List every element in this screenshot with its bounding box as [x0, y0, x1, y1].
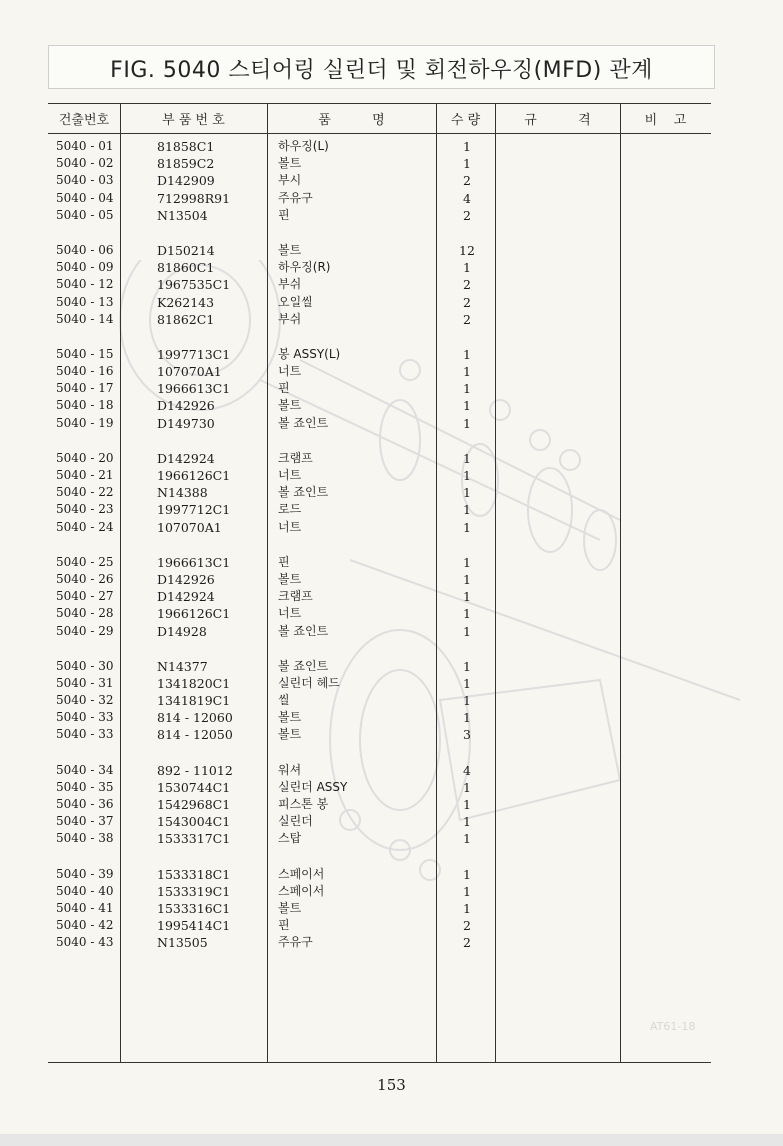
row-part-number: 1966613C1 [157, 554, 231, 570]
table-row [0, 917, 783, 934]
row-index: 5040 - 03 [56, 173, 114, 188]
row-part-number: D150214 [157, 242, 215, 258]
row-part-name: 볼 죠인트 [278, 658, 329, 673]
row-quantity: 2 [463, 935, 471, 951]
row-part-name: 볼트 [278, 727, 302, 742]
row-index: 5040 - 18 [56, 398, 114, 413]
row-part-number: 81860C1 [157, 260, 215, 276]
row-part-number: 1995414C1 [157, 918, 231, 934]
header-remark: 비 고 [644, 113, 687, 128]
row-quantity: 2 [463, 294, 471, 310]
row-index: 5040 - 32 [56, 693, 114, 708]
row-index: 5040 - 42 [56, 918, 114, 933]
row-part-name: 워셔 [278, 762, 302, 777]
table-row [0, 883, 783, 900]
row-part-name: 봉 ASSY(L) [278, 346, 341, 361]
row-index: 5040 - 39 [56, 866, 114, 881]
table-row [0, 866, 783, 883]
row-index: 5040 - 29 [56, 623, 114, 638]
row-part-name: 볼트 [278, 398, 302, 413]
row-quantity: 1 [463, 658, 471, 674]
row-part-number: D14928 [157, 623, 207, 639]
row-part-name: 볼트 [278, 900, 302, 915]
row-part-number: 1967535C1 [157, 277, 231, 293]
row-part-number: 81858C1 [157, 139, 215, 154]
row-part-number: 712998R91 [157, 190, 231, 206]
row-part-name: 로드 [278, 502, 302, 517]
table-header-rule [48, 133, 711, 134]
row-quantity: 1 [463, 502, 471, 518]
row-part-name: 하우징(R) [278, 260, 331, 275]
row-index: 5040 - 09 [56, 260, 114, 275]
row-index: 5040 - 37 [56, 814, 114, 829]
row-index: 5040 - 38 [56, 831, 114, 846]
row-part-name: 핀 [278, 554, 290, 569]
scan-edge [0, 1134, 783, 1146]
row-part-name: 볼트 [278, 710, 302, 725]
row-index: 5040 - 15 [56, 346, 114, 361]
row-part-name: 크램프 [278, 450, 313, 465]
row-part-number: 1542968C1 [157, 797, 231, 812]
row-part-number: N13504 [157, 207, 208, 223]
row-part-number: N14388 [157, 485, 208, 501]
table-row [0, 813, 783, 830]
row-index: 5040 - 12 [56, 277, 114, 292]
row-group [0, 450, 783, 536]
row-quantity: 1 [463, 900, 471, 916]
row-part-number: 1533318C1 [157, 866, 231, 882]
row-group [0, 554, 783, 640]
row-part-number: 1997712C1 [157, 502, 231, 518]
row-index: 5040 - 31 [56, 675, 114, 690]
table-row [0, 692, 783, 709]
table-row [0, 190, 783, 207]
row-quantity: 1 [463, 415, 471, 431]
row-quantity: 1 [463, 693, 471, 709]
row-part-number: N13505 [157, 935, 208, 951]
row-index: 5040 - 41 [56, 900, 114, 915]
row-part-name: 스탑 [278, 831, 302, 846]
row-part-number: N14377 [157, 658, 208, 674]
row-part-number: 1966126C1 [157, 468, 231, 483]
row-index: 5040 - 25 [56, 554, 114, 569]
row-quantity: 1 [463, 156, 471, 172]
row-index: 5040 - 21 [56, 468, 114, 482]
row-group [0, 762, 783, 848]
header-spec: 규 격 [524, 113, 591, 128]
table-row [0, 900, 783, 917]
table-row [0, 276, 783, 293]
table-row [0, 762, 783, 779]
row-part-number: 1341819C1 [157, 693, 231, 709]
row-quantity: 1 [463, 346, 471, 362]
row-part-number: 892 - 11012 [157, 762, 233, 778]
table-row [0, 779, 783, 796]
row-part-name: 스페이서 [278, 883, 325, 898]
table-row [0, 242, 783, 259]
table-row [0, 380, 783, 397]
table-row [0, 934, 783, 951]
row-part-name: 씰 [278, 693, 290, 708]
table-row [0, 259, 783, 276]
row-quantity: 1 [463, 797, 471, 812]
row-quantity: 4 [463, 762, 471, 778]
row-index: 5040 - 33 [56, 727, 114, 742]
table-row [0, 588, 783, 605]
row-index: 5040 - 34 [56, 762, 114, 777]
row-part-name: 피스톤 봉 [278, 797, 329, 811]
row-index: 5040 - 02 [56, 156, 114, 171]
row-part-number: 1530744C1 [157, 779, 231, 795]
row-part-number: 1533316C1 [157, 900, 231, 916]
row-part-name: 볼트 [278, 571, 302, 586]
row-index: 5040 - 43 [56, 935, 114, 950]
table-row [0, 830, 783, 847]
row-quantity: 1 [463, 866, 471, 882]
row-part-name: 실린더 [278, 814, 313, 829]
row-part-number: 1341820C1 [157, 675, 231, 691]
row-quantity: 1 [463, 519, 471, 535]
row-quantity: 1 [463, 468, 471, 483]
table-bottom-rule [48, 1062, 711, 1063]
header-name: 품 명 [318, 113, 385, 128]
table-row [0, 709, 783, 726]
row-quantity: 1 [463, 814, 471, 830]
header-part-number: 부 품 번 호 [162, 113, 225, 128]
row-index: 5040 - 05 [56, 207, 114, 222]
table-row [0, 311, 783, 328]
row-quantity: 1 [463, 260, 471, 276]
table-row [0, 172, 783, 189]
row-index: 5040 - 24 [56, 519, 114, 534]
faint-stamp: AT61-18 [650, 1020, 696, 1033]
row-index: 5040 - 17 [56, 381, 114, 396]
row-part-name: 스페이서 [278, 866, 325, 881]
row-group [0, 658, 783, 744]
table-row [0, 346, 783, 363]
row-quantity: 1 [463, 571, 471, 587]
row-part-name: 핀 [278, 207, 290, 222]
row-quantity: 2 [463, 311, 471, 327]
table-row [0, 501, 783, 518]
row-group [0, 346, 783, 432]
row-quantity: 1 [463, 139, 471, 154]
row-part-name: 실린더 ASSY [278, 779, 348, 794]
row-index: 5040 - 30 [56, 658, 114, 673]
row-quantity: 1 [463, 450, 471, 466]
table-row [0, 294, 783, 311]
row-part-number: 1543004C1 [157, 814, 231, 830]
row-part-number: 1533319C1 [157, 883, 231, 899]
row-quantity: 1 [463, 675, 471, 691]
row-quantity: 1 [463, 779, 471, 795]
header-quantity: 수 량 [450, 113, 481, 128]
table-row [0, 554, 783, 571]
row-part-number: D142909 [157, 173, 215, 189]
table-row [0, 415, 783, 432]
page-number: 153 [377, 1076, 406, 1094]
row-index: 5040 - 26 [56, 571, 114, 586]
row-part-number: 814 - 12050 [157, 727, 233, 743]
row-index: 5040 - 01 [56, 139, 114, 153]
row-index: 5040 - 13 [56, 294, 114, 309]
table-row [0, 623, 783, 640]
row-index: 5040 - 19 [56, 415, 114, 430]
row-quantity: 12 [459, 242, 475, 258]
row-index: 5040 - 27 [56, 589, 114, 604]
table-row [0, 519, 783, 536]
row-part-name: 실린더 헤드 [278, 675, 340, 690]
row-part-name: 오일씰 [278, 294, 313, 309]
row-part-name: 하우징(L) [278, 139, 329, 153]
row-group [0, 242, 783, 328]
table-row [0, 363, 783, 380]
row-part-number: 81859C2 [157, 156, 215, 172]
row-part-name: 너트 [278, 606, 302, 621]
row-part-name: 볼트 [278, 242, 302, 257]
row-part-number: 1533317C1 [157, 831, 231, 847]
table-row [0, 658, 783, 675]
row-part-number: 814 - 12060 [157, 710, 233, 726]
row-quantity: 2 [463, 173, 471, 189]
row-quantity: 1 [463, 831, 471, 847]
page-title: FIG. 5040 스티어링 실린더 및 회전하우징(MFD) 관계 [110, 58, 653, 83]
row-quantity: 1 [463, 398, 471, 414]
row-part-number: D142924 [157, 589, 215, 605]
table-row [0, 484, 783, 501]
row-quantity: 1 [463, 710, 471, 726]
row-part-name: 볼트 [278, 156, 302, 171]
row-part-name: 부쉬 [278, 277, 302, 292]
row-index: 5040 - 33 [56, 710, 114, 725]
row-part-name: 볼 죠인트 [278, 623, 329, 638]
table-row [0, 675, 783, 692]
table-row [0, 796, 783, 813]
table-row [0, 726, 783, 743]
row-quantity: 1 [463, 381, 471, 397]
row-index: 5040 - 16 [56, 364, 114, 379]
row-part-name: 너트 [278, 364, 302, 379]
row-index: 5040 - 35 [56, 779, 114, 794]
row-part-number: 1966613C1 [157, 381, 231, 397]
row-index: 5040 - 22 [56, 485, 114, 500]
row-index: 5040 - 23 [56, 502, 114, 517]
row-part-number: D142926 [157, 398, 215, 414]
row-index: 5040 - 20 [56, 450, 114, 465]
row-quantity: 2 [463, 918, 471, 934]
row-part-number: 1966126C1 [157, 606, 231, 622]
row-part-name: 부쉬 [278, 311, 302, 326]
row-index: 5040 - 04 [56, 190, 114, 205]
row-part-name: 너트 [278, 468, 302, 482]
row-quantity: 2 [463, 277, 471, 293]
row-index: 5040 - 40 [56, 883, 114, 898]
row-quantity: 1 [463, 623, 471, 639]
row-part-name: 너트 [278, 519, 302, 534]
row-quantity: 1 [463, 364, 471, 380]
table-row [0, 467, 783, 484]
row-part-number: K262143 [157, 294, 215, 310]
header-index: 건출번호 [58, 113, 110, 128]
row-index: 5040 - 36 [56, 797, 114, 811]
row-quantity: 1 [463, 606, 471, 622]
row-part-number: D149730 [157, 415, 215, 431]
row-index: 5040 - 28 [56, 606, 114, 621]
row-part-name: 주유구 [278, 190, 313, 205]
row-quantity: 3 [463, 727, 471, 743]
row-index: 5040 - 06 [56, 242, 114, 257]
table-row [0, 605, 783, 622]
row-quantity: 1 [463, 589, 471, 605]
row-part-number: 107070A1 [157, 364, 222, 380]
row-part-name: 핀 [278, 381, 290, 396]
table-row [0, 450, 783, 467]
row-part-number: 81862C1 [157, 311, 215, 327]
row-part-name: 핀 [278, 918, 290, 933]
title-box [48, 45, 715, 89]
table-row [0, 207, 783, 224]
row-quantity: 1 [463, 485, 471, 501]
table-top-rule [48, 103, 711, 104]
row-part-number: D142926 [157, 571, 215, 587]
row-quantity: 4 [463, 190, 471, 206]
table-row [0, 571, 783, 588]
table-row [0, 155, 783, 172]
row-part-name: 주유구 [278, 935, 313, 950]
row-group [0, 138, 783, 224]
row-part-name: 부시 [278, 173, 302, 188]
row-part-name: 볼 죠인트 [278, 415, 329, 430]
row-part-name: 크램프 [278, 589, 313, 604]
row-part-number: 107070A1 [157, 519, 222, 535]
row-part-number: 1997713C1 [157, 346, 231, 362]
row-group [0, 866, 783, 952]
parts-table-body [0, 138, 783, 970]
row-quantity: 1 [463, 554, 471, 570]
table-row [0, 138, 783, 155]
row-quantity: 1 [463, 883, 471, 899]
row-quantity: 2 [463, 207, 471, 223]
table-row [0, 397, 783, 414]
row-index: 5040 - 14 [56, 311, 114, 326]
row-part-number: D142924 [157, 450, 215, 466]
row-part-name: 볼 죠인트 [278, 485, 329, 500]
